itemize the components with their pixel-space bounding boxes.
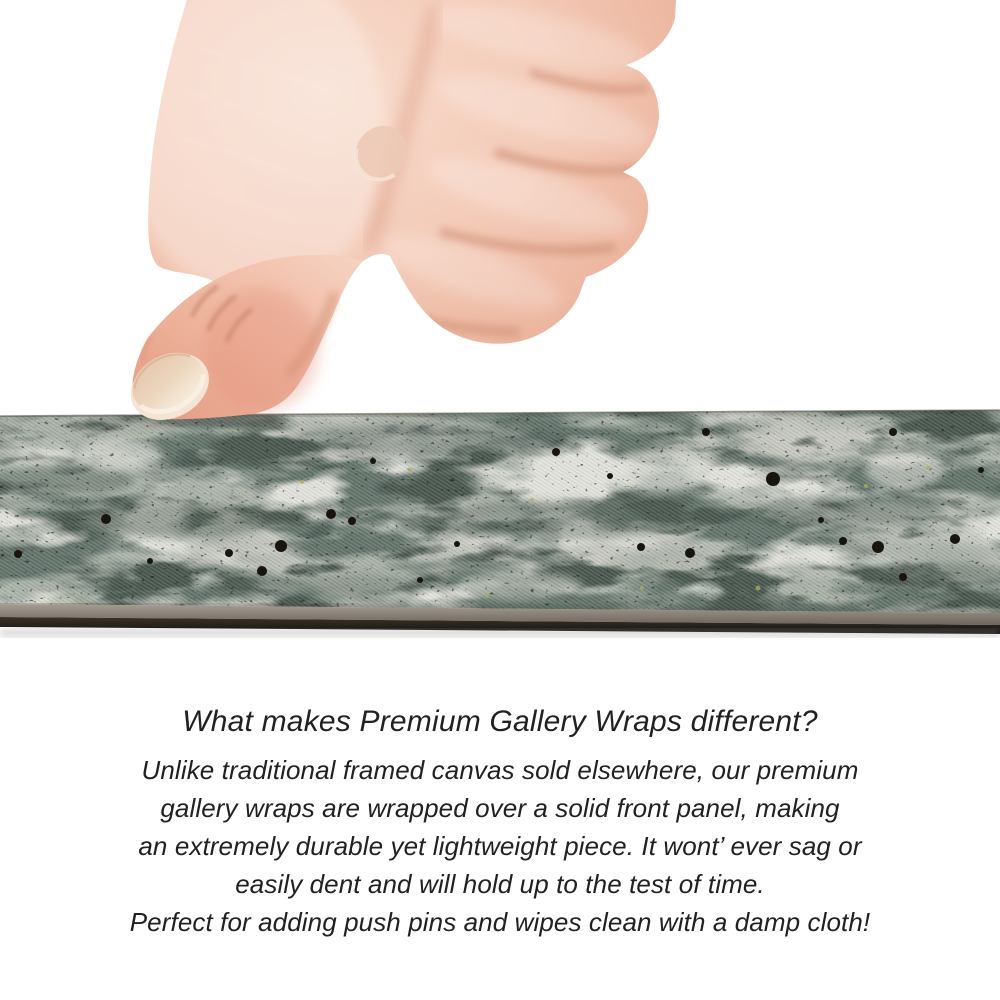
hand-pressing-thumb — [119, 0, 676, 433]
caption-line-5: Perfect for adding push pins and wipes clean with a damp cloth! — [129, 907, 871, 937]
canvas-drop-shadow — [0, 629, 1000, 637]
canvas-edge-strip — [0, 405, 1000, 640]
caption-heading: What makes Premium Gallery Wraps different? — [182, 705, 818, 738]
caption-line-3: an extremely durable yet lightweight piece. It wont’ ever sag or — [138, 831, 862, 861]
caption-line-2: gallery wraps are wrapped over a solid front panel, making — [160, 793, 840, 823]
caption-line-4: easily dent and will hold up to the test of time. — [235, 869, 765, 899]
caption-line-1: Unlike traditional framed canvas sold elsewhere, our premium — [141, 755, 859, 785]
caption — [0, 702, 1000, 941]
